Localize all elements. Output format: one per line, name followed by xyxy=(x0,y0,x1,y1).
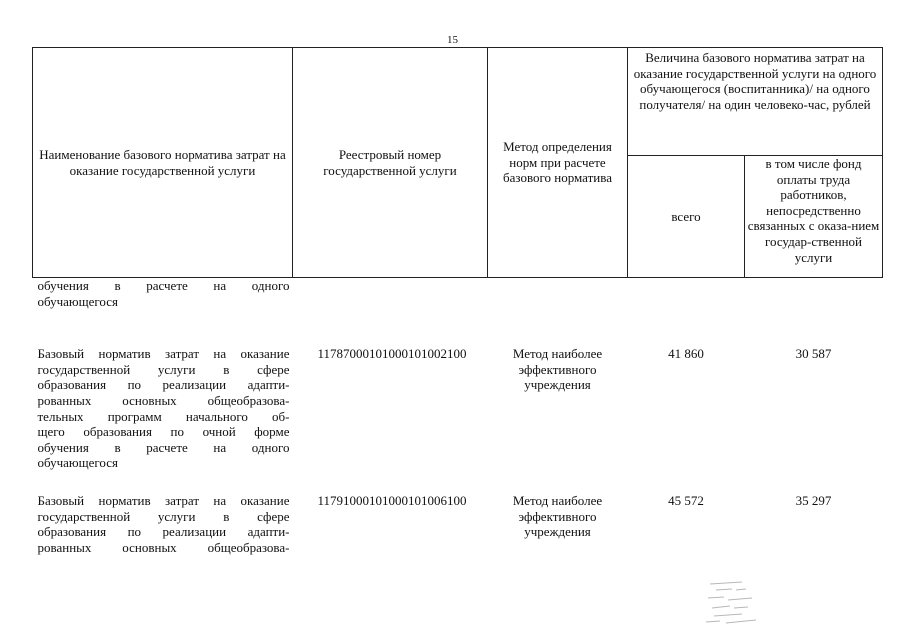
row-continuation-description xyxy=(33,278,293,310)
table-row-continuation xyxy=(33,278,883,310)
header-registry: Реестровый номер государственной услуги xyxy=(293,48,488,278)
text-line: государственной услуги в сфере xyxy=(37,361,290,377)
header-including-fund: в том числе фонд оплаты труда работников, непосредственно связанных с оказа-нием государ-ственной услуги xyxy=(745,156,883,278)
row-description xyxy=(33,493,293,555)
registry-number: 11791000101000101006100 xyxy=(317,492,467,508)
norms-table xyxy=(32,47,883,555)
method-cell: Метод наиболее эффективного учреждения xyxy=(512,346,603,393)
row-description xyxy=(33,346,293,471)
text-line: обучения в расчете на одного xyxy=(37,439,290,455)
table-row xyxy=(33,346,883,471)
text-line: обучающегося xyxy=(37,293,119,309)
header-value-group: Величина базового норматива затрат на оказание государственной услуги на одного обучающегося (воспитанника)/ на одного получателя/ на один человеко-час, рублей xyxy=(628,48,883,156)
stamp-mark-icon xyxy=(702,578,762,626)
text-line: Базовый норматив затрат на оказание xyxy=(37,346,290,362)
value-total: 41 860 xyxy=(668,346,704,362)
value-fund: 35 297 xyxy=(795,492,832,508)
spacer-row xyxy=(33,309,883,346)
text-line: образования по реализации адапти- xyxy=(37,377,290,393)
method-cell: Метод наиболее эффективного учреждения xyxy=(512,492,603,540)
text-line: государственной услуги в сфере xyxy=(37,508,290,524)
page-number: 15 xyxy=(447,34,458,46)
text-line: тельных программ начального об- xyxy=(37,408,290,424)
table-row xyxy=(33,493,883,555)
text-line: обучающегося xyxy=(37,455,119,471)
header-name: Наименование базового норматива затрат на оказание государственной услуги xyxy=(33,48,293,278)
text-line: щего образования по очной форме xyxy=(37,424,290,440)
text-line: образования по реализации адапти- xyxy=(37,524,290,540)
text-line: рованных основных общеобразова- xyxy=(37,539,290,555)
text-line: Базовый норматив затрат на оказание xyxy=(37,492,290,508)
registry-number: 11787000101000101002100 xyxy=(317,346,467,362)
text-line: обучения в расчете на одного xyxy=(37,278,290,293)
text-line: рованных основных общеобразова- xyxy=(37,392,290,408)
header-method: Метод определения норм при расчете базового норматива xyxy=(488,48,628,278)
value-total: 45 572 xyxy=(668,492,704,508)
value-fund: 30 587 xyxy=(795,346,832,362)
header-total: всего xyxy=(628,156,745,278)
spacer-row xyxy=(33,471,883,493)
